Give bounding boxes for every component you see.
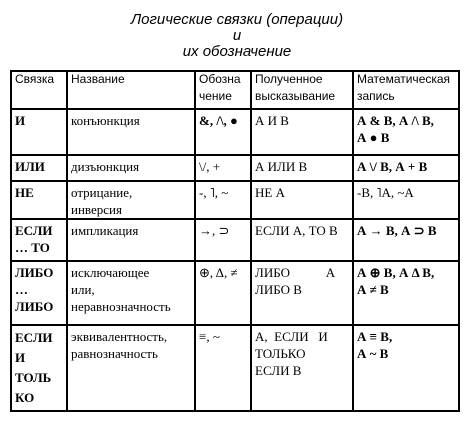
row-or-notation: \/, + <box>199 159 221 174</box>
row-or-connective: ИЛИ <box>15 159 45 174</box>
title-line-2: и <box>232 27 242 44</box>
row-equivalence-notation: ≡, ~ <box>199 329 220 344</box>
row-not-connective: НЕ <box>15 185 34 200</box>
row-equivalence-math: А ≡ B, А ~ B <box>357 329 393 361</box>
row-implication-notation: →, ⊃ <box>199 223 230 238</box>
title-line-1: Логические связки (операции) <box>130 11 344 28</box>
row-implication-connective: ЕСЛИ … ТО <box>15 223 53 255</box>
header-name: Название <box>71 72 125 86</box>
title-line-3: их обозначение <box>182 43 292 60</box>
header-connective: Связка <box>15 72 55 86</box>
row-xor-connective: ЛИБО … ЛИБО <box>15 265 54 314</box>
header-math: Математическая запись <box>357 72 451 103</box>
row-and-notation: &, /\, ● <box>199 113 238 128</box>
connectives-table <box>10 70 460 412</box>
row-not-math: -B, ˥А, ~А <box>357 185 414 200</box>
row-and-statement: А И В <box>255 113 289 128</box>
row-equivalence-connective: ЕСЛИ И ТОЛЬ КО <box>15 330 53 405</box>
row-xor-math: А ⊕ B, А Δ B, А ≠ B <box>357 265 435 297</box>
row-equivalence-statement: А, ЕСЛИ И ТОЛЬКО ЕСЛИ В <box>255 329 328 378</box>
row-and-connective: И <box>15 113 26 128</box>
row-equivalence-name: эквивалентность, равнозначность <box>71 329 168 361</box>
row-and-name: конъюнкция <box>71 113 140 128</box>
row-or-name: дизъюнкция <box>71 159 140 174</box>
header-statement: Полученное высказывание <box>255 72 336 103</box>
header-notation: Обозна чение <box>199 72 241 103</box>
row-not-statement: НЕ А <box>255 185 285 200</box>
row-implication-math: А → B, А ⊃ B <box>357 223 437 238</box>
row-implication-name: импликация <box>71 223 139 238</box>
row-implication-statement: ЕСЛИ А, ТО В <box>255 223 338 238</box>
row-and-math: А & B, А /\ B, А ● B <box>357 113 434 145</box>
row-not-name: отрицание, инверсия <box>71 185 133 217</box>
row-or-statement: А ИЛИ В <box>255 159 308 174</box>
row-xor-notation: ⊕, Δ, ≠ <box>199 265 238 280</box>
row-xor-statement: ЛИБО А ЛИБО В <box>255 265 336 297</box>
row-or-math: А \/ B, А + B <box>357 159 428 174</box>
row-xor-name: исключающее или, неравнозначность <box>71 265 171 314</box>
row-not-notation: -, ˥, ~ <box>199 185 229 200</box>
